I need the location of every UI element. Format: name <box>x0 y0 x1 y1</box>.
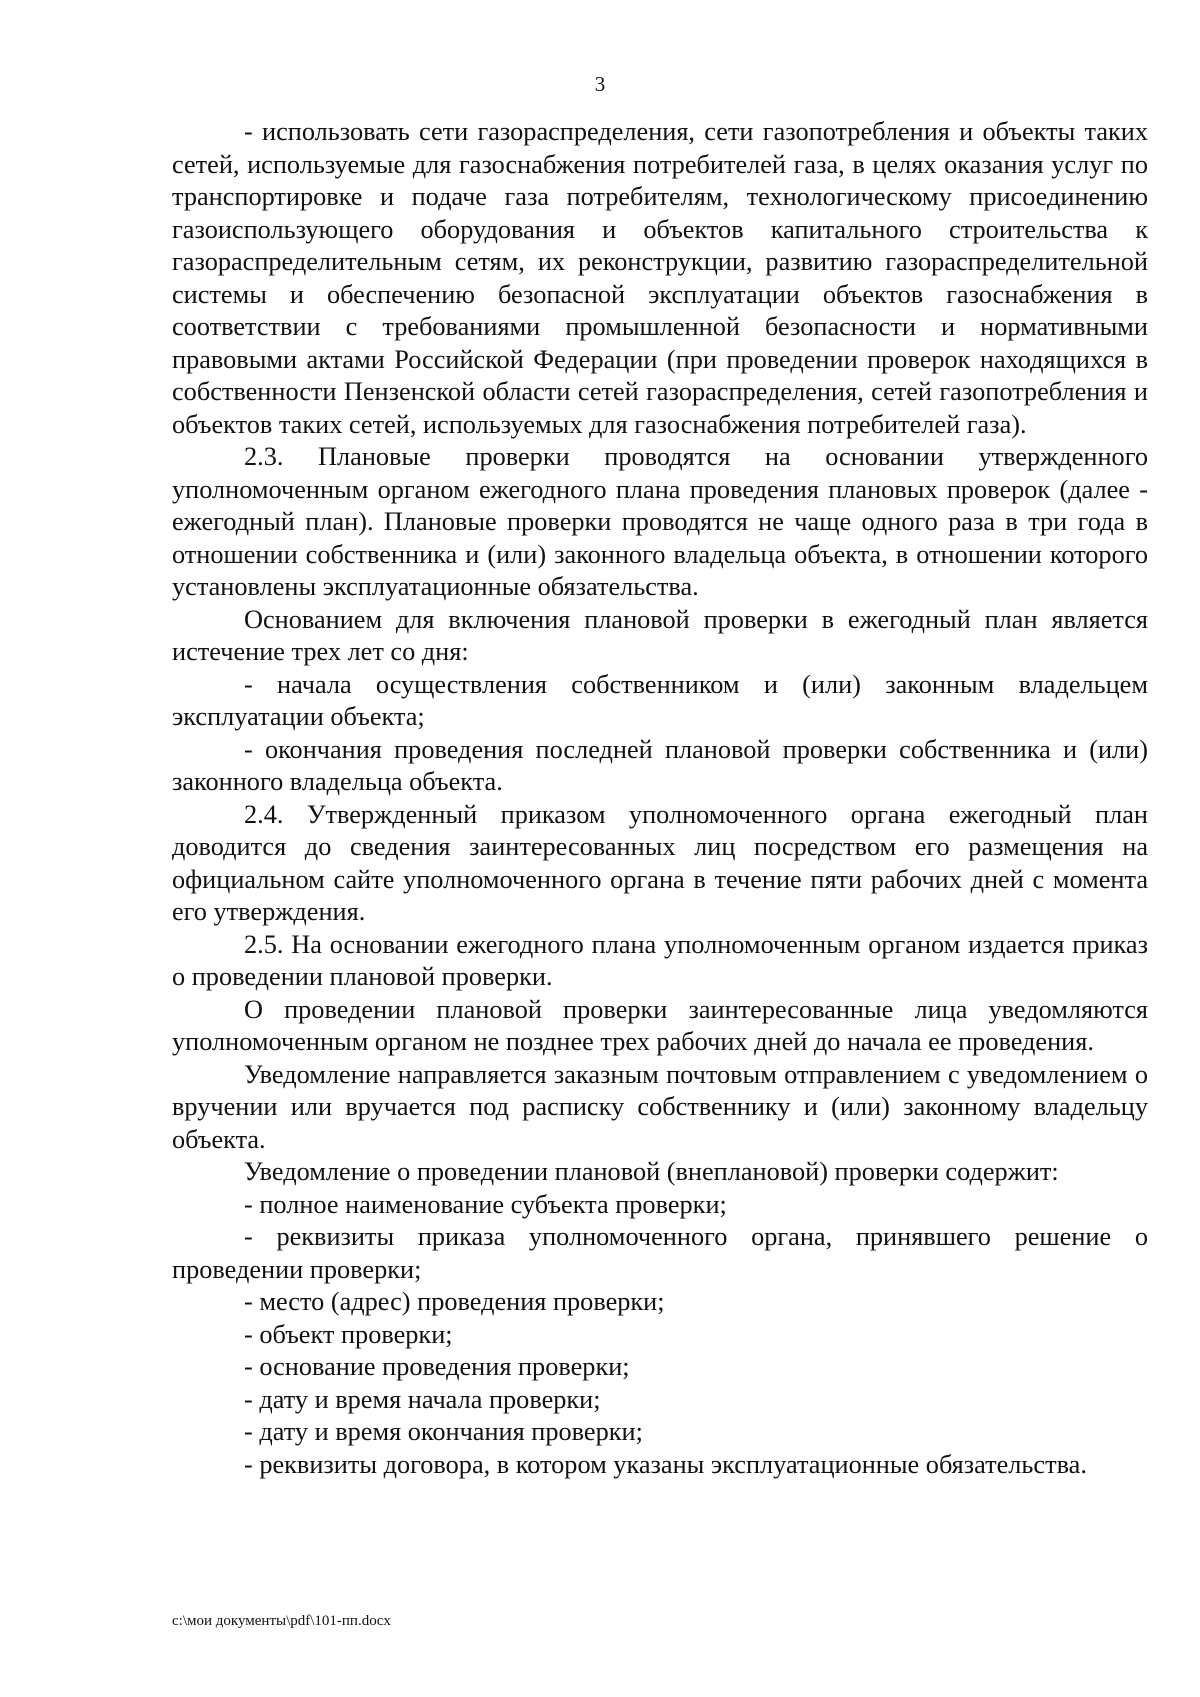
list-item: - реквизиты приказа уполномоченного органа, принявшего решение о проведении проверки; <box>172 1222 1148 1284</box>
paragraph: О проведении плановой проверки заинтересованные лица уведомляются уполномоченным органом не позднее трех рабочих дней до начала ее проведения. <box>172 994 1148 1056</box>
paragraph: - начала осуществления собственником и (или) законным владельцем эксплуатации объекта; <box>172 669 1148 731</box>
paragraph: 2.4. Утвержденный приказом уполномоченного органа ежегодный план доводится до сведения заинтересованных лиц посредством его размещения на официальном сайте уполномоченного органа в течение пяти рабочих дней с момента его утверждения. <box>172 799 1148 926</box>
document-body <box>172 116 1148 1481</box>
paragraph: - окончания проведения последней плановой проверки собственника и (или) законного владельца объекта. <box>172 734 1148 796</box>
list-item: - объект проверки; <box>244 1319 453 1349</box>
list-item: - реквизиты договора, в котором указаны эксплуатационные обязательства. <box>244 1449 1087 1479</box>
list-item: - дату и время окончания проверки; <box>244 1417 643 1446</box>
list-item: - полное наименование субъекта проверки; <box>244 1189 727 1219</box>
list-item: - основание проведения проверки; <box>244 1352 630 1381</box>
paragraph: - использовать сети газораспределения, сети газопотребления и объекты таких сетей, используемые для газоснабжения потребителей газа, в целях оказания услуг по транспортировке и подаче газа потребителям, технологическому присоединению газоиспользующего оборудования и объектов капитального строительства к газораспределительным сетям, их реконструкции, развитию газораспределительной системы и обеспечению безопасной эксплуатации объектов газоснабжения в соответствии с требованиями промышленной безопасности и нормативными правовыми актами Российской Федерации (при проведении проверок находящихся в собственности Пензенской области сетей газораспределения, сетей газопотребления и объектов таких сетей, используемых для газоснабжения потребителей газа). <box>172 117 1148 439</box>
paragraph: 2.3. Плановые проверки проводятся на основании утвержденного уполномоченным органом ежегодного плана проведения плановых проверок (далее - ежегодный план). Плановые проверки проводятся не чаще одного раза в три года в отношении собственника и (или) законного владельца объекта, в отношении которого установлены эксплуатационные обязательства. <box>172 442 1148 601</box>
paragraph: Основанием для включения плановой проверки в ежегодный план является истечение трех лет со дня: <box>172 604 1148 666</box>
footer-file-path: c:\мои документы\pdf\101-пп.docx <box>172 1613 391 1629</box>
paragraph: Уведомление о проведении плановой (внеплановой) проверки содержит: <box>244 1157 1059 1186</box>
list-item: - дату и время начала проверки; <box>244 1384 601 1414</box>
paragraph: 2.5. На основании ежегодного плана уполномоченным органом издается приказ о проведении плановой проверки. <box>172 929 1148 991</box>
page-number: 3 <box>594 72 606 96</box>
list-item: - место (адрес) проведения проверки; <box>244 1287 665 1316</box>
paragraph: Уведомление направляется заказным почтовым отправлением с уведомлением о вручении или вручается под расписку собственнику и (или) законному владельцу объекта. <box>172 1059 1148 1154</box>
